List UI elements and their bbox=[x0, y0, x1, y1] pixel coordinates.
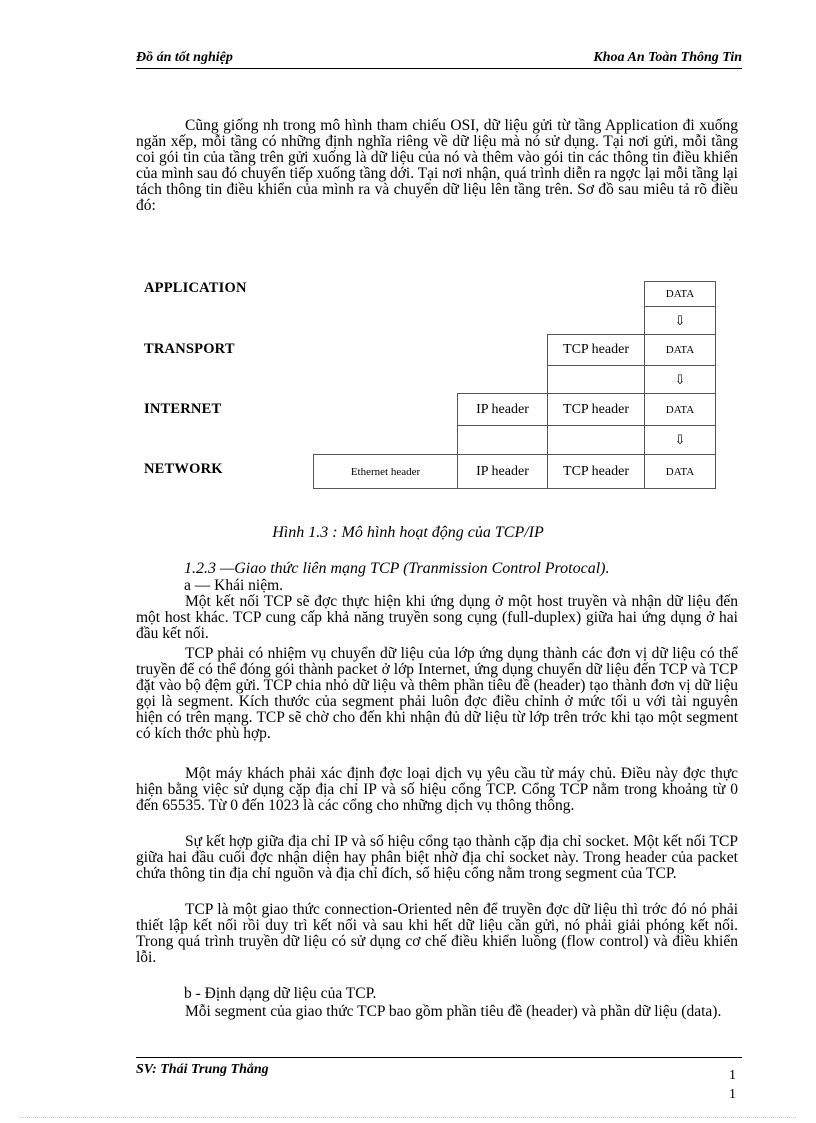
page-number: 1 bbox=[729, 1087, 736, 1102]
section-title: 1.2.3 —Giao thức liên mạng TCP (Tranmission Control Protocal). bbox=[184, 560, 610, 577]
page-footer bbox=[136, 1057, 742, 1077]
header-thesis-label: Đồ án tốt nghiệp bbox=[136, 50, 233, 65]
internet-spacer-cell bbox=[457, 425, 548, 455]
internet-spacer-cell bbox=[547, 425, 645, 455]
network-data-cell: DATA bbox=[644, 454, 716, 489]
transport-spacer-cell bbox=[547, 365, 645, 394]
figure-caption: Hình 1.3 : Mô hình hoạt động của TCP/IP bbox=[272, 524, 544, 541]
transport-data-cell: DATA bbox=[644, 334, 716, 366]
layer-label-application: APPLICATION bbox=[144, 280, 247, 296]
internet-ip-header-cell: IP header bbox=[457, 393, 548, 426]
layer-label-transport: TRANSPORT bbox=[144, 341, 235, 357]
internet-data-cell: DATA bbox=[644, 393, 716, 426]
subsection-a-title: a — Khái niệm. bbox=[184, 577, 284, 594]
app-data-cell: DATA bbox=[644, 281, 716, 307]
page-number: 1 bbox=[729, 1068, 736, 1083]
layer-label-internet: INTERNET bbox=[144, 401, 222, 417]
layer-label-network: NETWORK bbox=[144, 461, 223, 477]
header-faculty-label: Khoa An Toàn Thông Tin bbox=[593, 50, 742, 65]
down-arrow-icon: ⇩ bbox=[644, 306, 716, 335]
page-bottom-divider bbox=[20, 1117, 796, 1118]
subsection-b-title: b - Định dạng dữ liệu của TCP. bbox=[184, 985, 377, 1002]
transport-tcp-header-cell: TCP header bbox=[547, 334, 645, 366]
internet-tcp-header-cell: TCP header bbox=[547, 393, 645, 426]
down-arrow-icon: ⇩ bbox=[644, 365, 716, 394]
down-arrow-icon: ⇩ bbox=[644, 425, 716, 455]
paragraph-segment-format: Mỗi segment của giao thức TCP bao gồm phần tiêu đề (header) và phần dữ liệu (data). bbox=[185, 1003, 722, 1020]
intro-paragraph: Cũng giống nh trong mô hình tham chiếu OSI, dữ liệu gửi từ tầng Application đi xuống ngăn xếp, mỗi tầng có những định nghĩa riêng về dữ liệu mà nó sử dụng. Tại nơi gửi, mỗi tầng coi gói tin của tầng trên gửi xuống là dữ liệu của nó và thêm vào gói tin các thông tin điều khiển của mình sau đó chuyển tiếp xuống tầng dới. Tại nơi nhận, quá trình diễn ra ngợc lại mỗi tầng lại tách thông tin điều khiển của mình ra và chuyển dữ liệu lên tầng trên. Sơ đồ sau miêu tả rõ điều đó: bbox=[136, 117, 738, 214]
paragraph-socket: Sự kết hợp giữa địa chỉ IP và số hiệu cổng tạo thành cặp địa chỉ socket. Một kết nối TCP giữa hai đầu cuối đợc nhận diện hay phân biệt nhờ địa chỉ socket này. Trong header của packet chứa thông tin địa chỉ nguồn và địa chỉ đích, số hiệu cổng nằm trong segment của TCP. bbox=[136, 833, 738, 882]
paragraph-tcp-connection: Một kết nối TCP sẽ đợc thực hiện khi ứng dụng ở một host truyền và nhận dữ liệu đến một host khác. TCP cung cấp khả năng truyền song cụng (full-duplex) giữa hai ứng dụng ở hai đầu kết nối. bbox=[136, 593, 738, 642]
network-tcp-header-cell: TCP header bbox=[547, 454, 645, 489]
network-ethernet-header-cell: Ethernet header bbox=[313, 454, 458, 489]
paragraph-tcp-segment: TCP phải có nhiệm vụ chuyển dữ liệu của lớp ứng dụng thành các đơn vị dữ liệu có thể truyền để có thể đóng gói thành packet ở lớp Internet, ứng dụng chuyển dữ liệu đến TCP và TCP đặt vào bộ đệm gửi. TCP chia nhỏ dữ liệu và thêm phần tiêu đề (header) tạo thành đơn vị dữ liệu gọi là segment. Kích thước của segment phải luôn đợc điều chỉnh ở mức tối u với tài nguyên hiện có trên mạng. TCP sẽ chờ cho đến khi nhận đủ dữ liệu từ lớp trên trớc khi tạo một segment có kích thớc phù hợp. bbox=[136, 645, 738, 742]
network-ip-header-cell: IP header bbox=[457, 454, 548, 489]
paragraph-connection-oriented: TCP là một giao thức connection-Oriented nên để truyền đợc dữ liệu thì trớc đó nó phải thiết lập kết nối rồi duy trì kết nối và sau khi hết dữ liệu cần gửi, nó phải giải phóng kết nối. Trong quá trình truyền dữ liệu có sử dụng cơ chế điều khiển luồng (flow control) và điều khiển lỗi. bbox=[136, 901, 738, 966]
student-name: SV: Thái Trung Thắng bbox=[136, 1062, 269, 1077]
paragraph-tcp-port: Một máy khách phải xác định đợc loại dịch vụ yêu cầu từ máy chủ. Điều này đợc thực hiện bằng việc sử dụng cặp địa chỉ IP và số hiệu cổng TCP. Cổng TCP nằm trong khoảng từ 0 đến 65535. Từ 0 đến 1023 là các cổng cho những dịch vụ thông thông. bbox=[136, 765, 738, 814]
page-header bbox=[136, 48, 742, 69]
